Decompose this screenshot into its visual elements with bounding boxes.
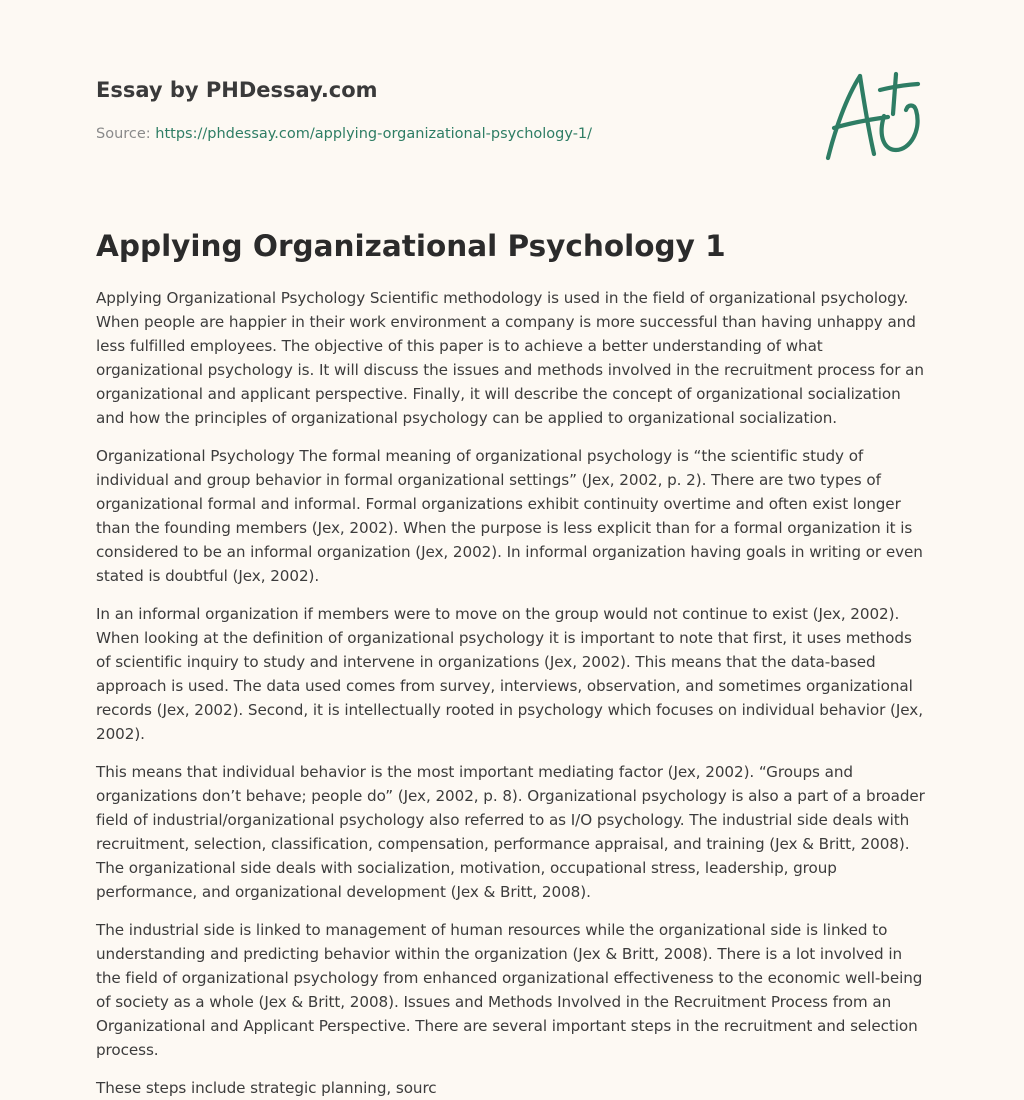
essay-body <box>96 286 930 1100</box>
essay-paragraph: Applying Organizational Psychology Scientific methodology is used in the field of organizational psychology. When people are happier in their work environment a company is more successful than having unhappy and less fulfilled employees. The objective of this paper is to achieve a better understanding of what organizational psychology is. It will discuss the issues and methods involved in the recruitment process for an organizational and applicant perspective. Finally, it will describe the concept of organizational socialization and how the principles of organizational psychology can be applied to organizational socialization. <box>96 289 924 427</box>
source-label: Source: <box>96 126 156 142</box>
a-plus-grade-icon <box>822 68 928 166</box>
essay-paragraph: This means that individual behavior is the most important mediating factor (Jex, 2002). “Groups and organizations don’t behave; people do” (Jex, 2002, p. 8). Organizational psychology is also a part of a broader field of industrial/organizational psychology also referred to as I/O psychology. The industrial side deals with recruitment, selection, classification, compensation, performance appraisal, and training (Jex & Britt, 2008). The organizational side deals with socialization, motivation, occupational stress, leadership, group performance, and organizational development (Jex & Britt, 2008). <box>96 763 925 901</box>
site-brand: Essay by PHDessay.com <box>96 78 378 102</box>
essay-paragraph-truncated: These steps include strategic planning, sourc <box>96 1079 437 1097</box>
essay-paragraph: In an informal organization if members were to move on the group would not continue to exist (Jex, 2002). When looking at the definition of organizational psychology it is important to note that first, it uses methods of scientific inquiry to study and intervene in organizations (Jex, 2002). This means that the data-based approach is used. The data used comes from survey, interviews, observation, and sometimes organizational records (Jex, 2002). Second, it is intellectually rooted in psychology which focuses on individual behavior (Jex, 2002). <box>96 605 923 743</box>
essay-title: Applying Organizational Psychology 1 <box>96 229 726 263</box>
source-link[interactable]: https://phdessay.com/applying-organizational-psychology-1/ <box>155 126 593 142</box>
essay-paragraph: The industrial side is linked to management of human resources while the organizational side is linked to understanding and predicting behavior within the organization (Jex & Britt, 2008). There is a lot involved in the field of organizational psychology from enhanced organizational effectiveness to the economic well-being of society as a whole (Jex & Britt, 2008). Issues and Methods Involved in the Recruitment Process from an Organizational and Applicant Perspective. There are several important steps in the recruitment and selection process. <box>96 921 923 1059</box>
logo-plus-horizontal <box>880 84 918 90</box>
logo-loop <box>882 106 918 151</box>
source-line <box>96 124 796 144</box>
logo-letter-a-left-stroke <box>828 76 860 158</box>
logo-letter-a-right-stroke <box>860 76 874 154</box>
essay-paragraph: Organizational Psychology The formal meaning of organizational psychology is “the scientific study of individual and group behavior in formal organizational settings” (Jex, 2002, p. 2). There are two types of organizational formal and informal. Formal organizations exhibit continuity overtime and often exist longer than the founding members (Jex, 2002). When the purpose is less explicit than for a formal organization it is considered to be an informal organization (Jex, 2002). In informal organization having goals in writing or even stated is doubtful (Jex, 2002). <box>96 447 923 585</box>
page-header <box>96 76 796 144</box>
logo-plus-vertical <box>893 74 896 114</box>
